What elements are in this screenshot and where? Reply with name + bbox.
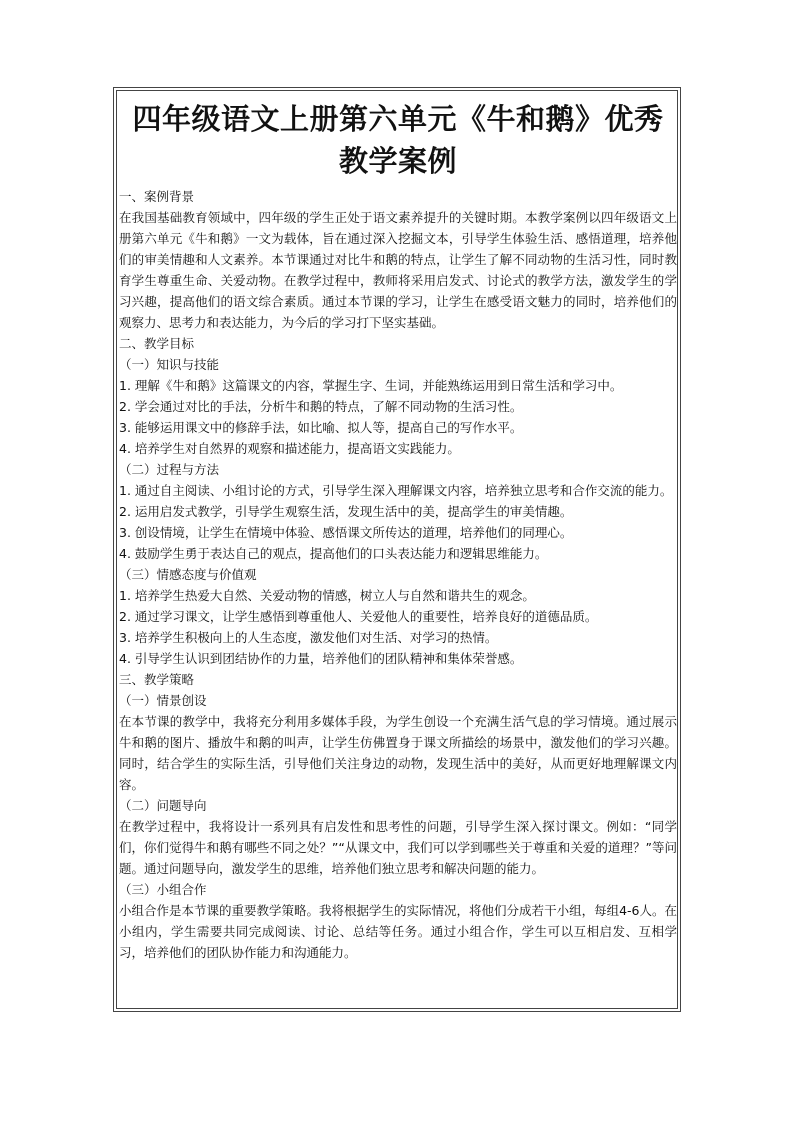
list-item: 2. 通过学习课文，让学生感悟到尊重他人、关爱他人的重要性，培养良好的道德品质。 — [119, 609, 598, 624]
strategy-group-text: 小组合作是本节课的重要教学策略。我将根据学生的实际情况，将他们分成若干小组，每组4-6人。在小组内，学生需要共同完成阅读、讨论、总结等任务。通过小组合作，学生可以互相启发、互相学习，培养他们的团队协作能力和沟通能力。 — [119, 903, 677, 960]
goals-knowledge-heading: （一）知识与技能 — [119, 357, 220, 372]
list-item: 1. 理解《牛和鹅》这篇课文的内容，掌握生字、生词，并能熟练运用到日常生活和学习中。 — [119, 378, 623, 393]
goals-emotion-heading: （三）情感态度与价值观 — [119, 567, 257, 582]
section-background-text: 在我国基础教育领域中，四年级的学生正处于语文素养提升的关键时期。本教学案例以四年级语文上册第六单元《牛和鹅》一文为载体，旨在通过深入挖掘文本，引导学生体验生活、感悟道理，培养他们的审美情趣和人文素养。本节课通过对比牛和鹅的特点，让学生了解不同动物的生活习性，同时教育学生尊重生命、关爱动物。在教学过程中，教师将采用启发式、讨论式的教学方法，激发学生的学习兴趣，提高他们的语文综合素质。通过本节课的学习，让学生在感受语文魅力的同时，培养他们的观察力、思考力和表达能力，为今后的学习打下坚实基础。 — [119, 210, 677, 330]
goals-process-heading: （二）过程与方法 — [119, 462, 220, 477]
list-item: 2. 学会通过对比的手法，分析牛和鹅的特点，了解不同动物的生活习性。 — [119, 399, 523, 414]
list-item: 1. 培养学生热爱大自然、关爱动物的情感，树立人与自然和谐共生的观念。 — [119, 588, 535, 603]
section-background-heading: 一、案例背景 — [119, 189, 195, 204]
document-title: 四年级语文上册第六单元《牛和鹅》优秀教学案例 — [132, 102, 664, 178]
list-item: 3. 能够运用课文中的修辞手法，如比喻、拟人等，提高自己的写作水平。 — [119, 420, 523, 435]
list-item: 4. 鼓励学生勇于表达自己的观点，提高他们的口头表达能力和逻辑思维能力。 — [119, 546, 548, 561]
section-goals-heading: 二、教学目标 — [119, 336, 195, 351]
strategy-question-text: 在教学过程中，我将设计一系列具有启发性和思考性的问题，引导学生深入探讨课文。例如：“同学们，你们觉得牛和鹅有哪些不同之处？”“从课文中，我们可以学到哪些关于尊重和关爱的道理？”等问题。通过问题导向，激发学生的思维，培养他们独立思考和解决问题的能力。 — [119, 819, 677, 876]
list-item: 3. 创设情境，让学生在情境中体验、感悟课文所传达的道理，培养他们的同理心。 — [119, 525, 573, 540]
strategy-scene-text: 在本节课的教学中，我将充分利用多媒体手段，为学生创设一个充满生活气息的学习情境。通过展示牛和鹅的图片、播放牛和鹅的叫声，让学生仿佛置身于课文所描绘的场景中，激发他们的学习兴趣。同时，结合学生的实际生活，引导他们关注身边的动物，发现生活中的美好，从而更好地理解课文内容。 — [119, 714, 677, 792]
list-item: 3. 培养学生积极向上的人生态度，激发他们对生活、对学习的热情。 — [119, 630, 498, 645]
strategy-group-heading: （三）小组合作 — [119, 882, 207, 897]
section-strategy-heading: 三、教学策略 — [119, 672, 195, 687]
list-item: 2. 运用启发式教学，引导学生观察生活，发现生活中的美，提高学生的审美情趣。 — [119, 504, 573, 519]
document-body — [119, 98, 677, 963]
list-item: 1. 通过自主阅读、小组讨论的方式，引导学生深入理解课文内容，培养独立思考和合作交流的能力。 — [119, 483, 673, 498]
list-item: 4. 培养学生对自然界的观察和描述能力，提高语文实践能力。 — [119, 441, 460, 456]
strategy-question-heading: （二）问题导向 — [119, 798, 207, 813]
list-item: 4. 引导学生认识到团结协作的力量，培养他们的团队精神和集体荣誉感。 — [119, 651, 523, 666]
strategy-scene-heading: （一）情景创设 — [119, 693, 207, 708]
